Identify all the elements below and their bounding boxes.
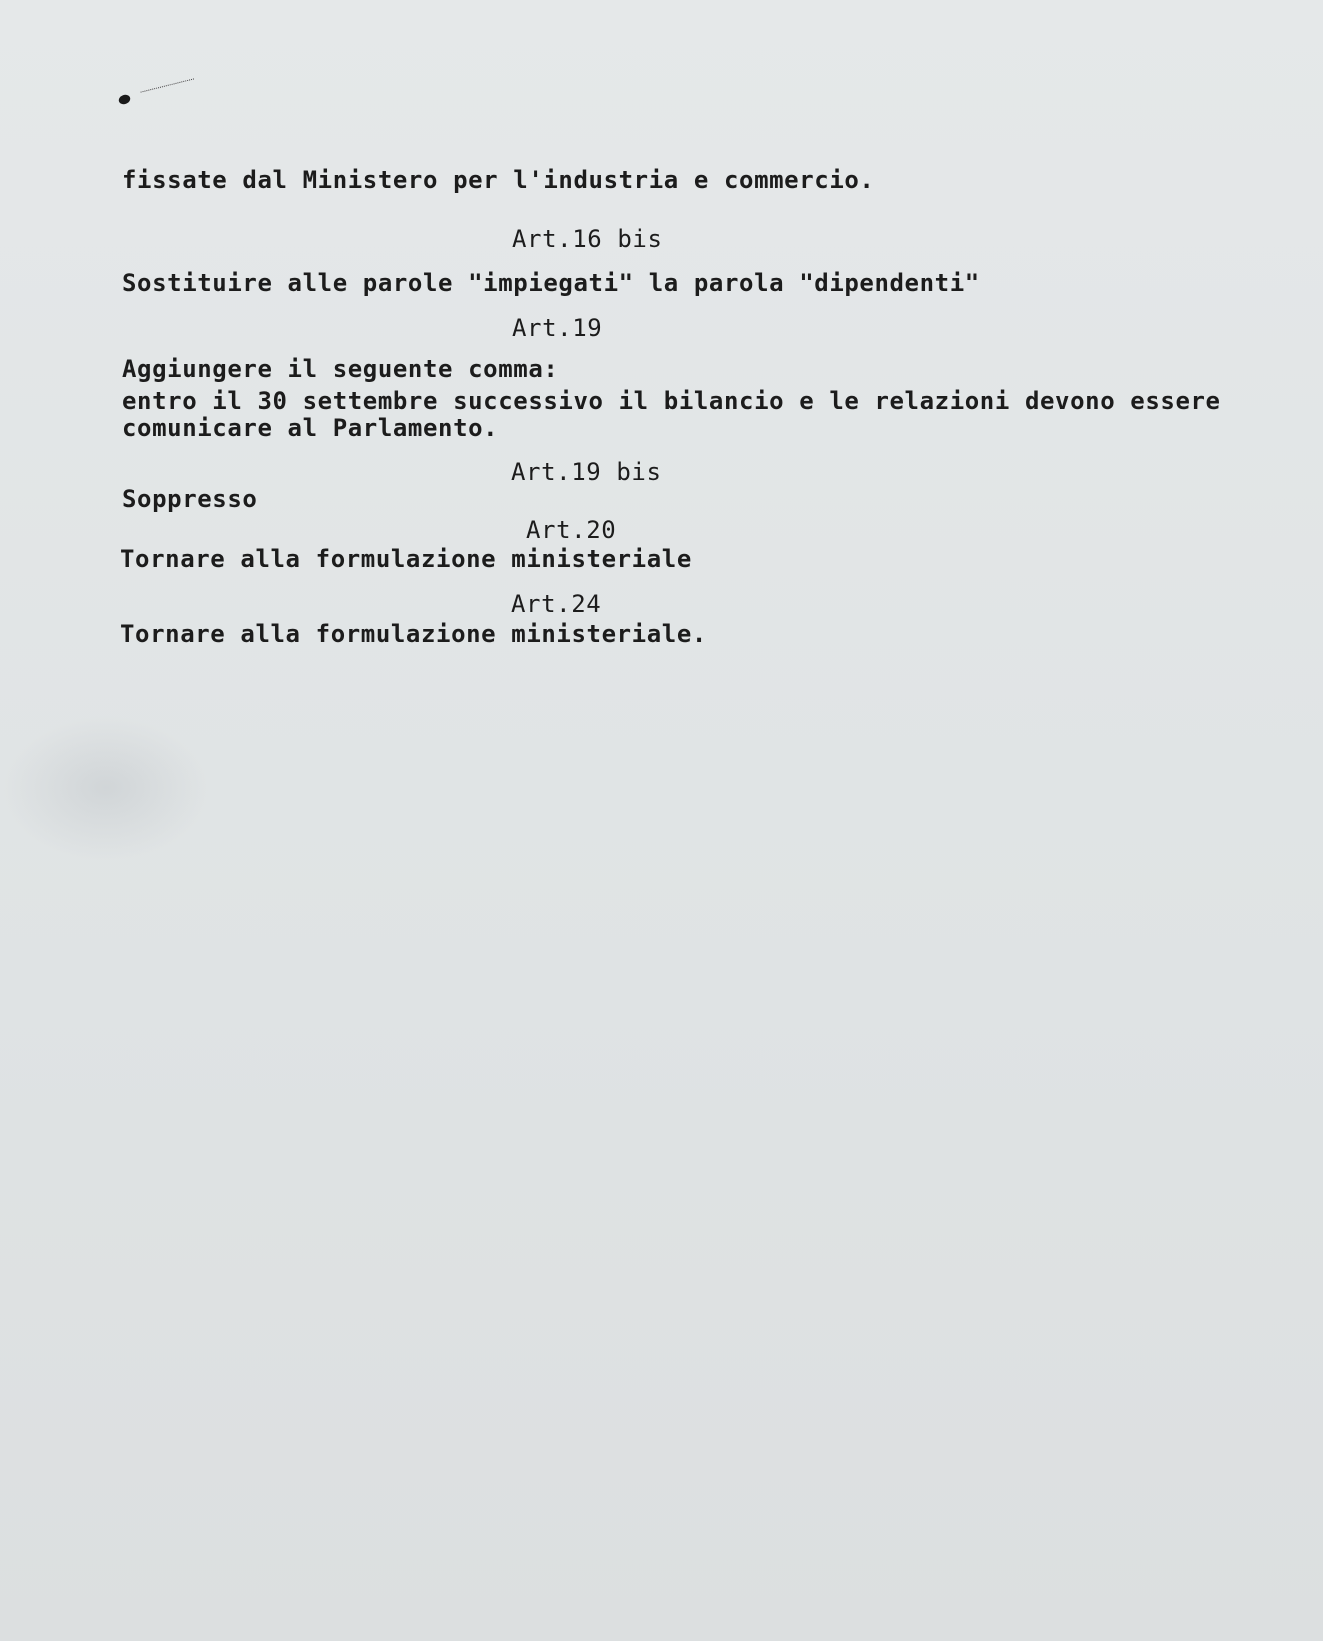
text-line: comunicare al Parlamento. xyxy=(122,414,499,442)
article-heading: Art.16 bis xyxy=(512,225,663,253)
article-heading: Art.20 xyxy=(526,516,617,544)
ink-mark-trace xyxy=(140,78,194,94)
ink-mark xyxy=(117,93,131,105)
text-line: Soppresso xyxy=(122,485,258,513)
text-line: Tornare alla formulazione ministeriale xyxy=(120,545,692,573)
text-line: entro il 30 settembre successivo il bilancio e le relazioni devono essere xyxy=(122,387,1221,415)
text-line: fissate dal Ministero per l'industria e commercio. xyxy=(122,166,875,194)
article-heading: Art.19 xyxy=(512,314,603,342)
text-line: Aggiungere il seguente comma: xyxy=(122,355,559,383)
text-line: Tornare alla formulazione ministeriale. xyxy=(120,620,707,648)
article-heading: Art.24 xyxy=(511,590,602,618)
article-heading: Art.19 bis xyxy=(511,458,662,486)
text-line: Sostituire alle parole "impiegati" la parola "dipendenti" xyxy=(122,269,980,297)
